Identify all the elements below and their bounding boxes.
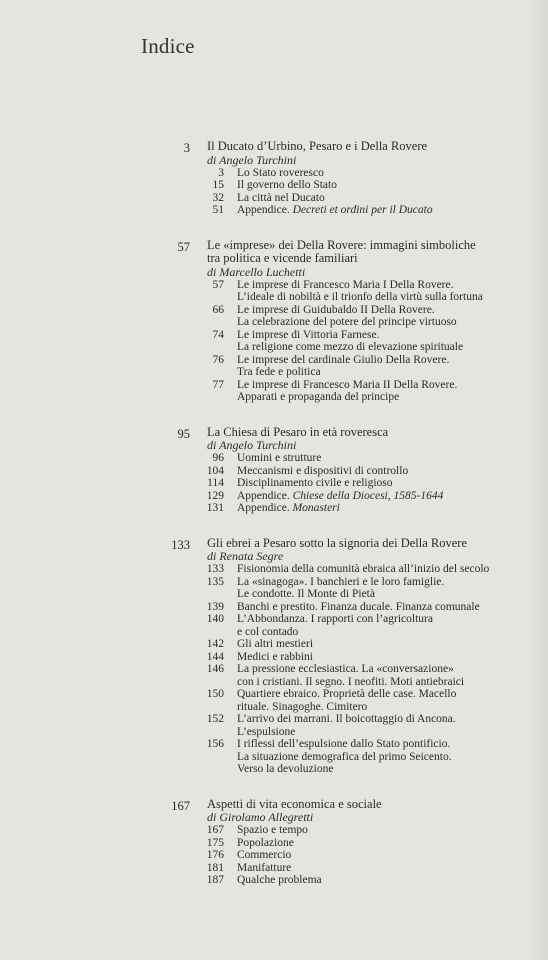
entry-title [237, 862, 537, 875]
chapter-heading [0, 798, 548, 812]
entry-page-number: 139 [206, 600, 224, 613]
entry-title-text: Appendice. [237, 502, 293, 514]
entry-title-text: Le imprese di Francesco Maria II Della Rovere. Apparati e propaganda del principe [237, 378, 458, 403]
toc-entry [0, 204, 548, 217]
entry-title [237, 490, 537, 503]
toc-entry [0, 304, 548, 329]
entry-title [237, 563, 537, 576]
entry-title-text: Le imprese del cardinale Giulio Della Rovere. Tra fede e politica [237, 353, 450, 378]
entry-title-text: Fisionomia della comunità ebraica all’inizio del secolo [237, 563, 490, 575]
chapter-author: di Marcello Luchetti [207, 264, 306, 279]
entry-title [237, 824, 537, 837]
toc-entry [0, 849, 548, 862]
toc-entry [0, 563, 548, 576]
toc-entry [0, 613, 548, 638]
entry-title [237, 465, 537, 478]
toc-entry [0, 576, 548, 601]
entry-page-number: 104 [206, 464, 224, 477]
entry-title-italic: Chiese della Diocesi, 1585-1644 [292, 489, 444, 502]
toc-entry [0, 837, 548, 850]
entry-title-text: Quartiere ebraico. Proprietà delle case. Macello rituale. Sinagoghe. Cimitero [237, 688, 457, 713]
toc-entry [0, 502, 548, 515]
entry-title [237, 663, 537, 688]
toc-entry [0, 651, 548, 664]
chapter-page-number: 95 [177, 426, 190, 441]
entry-title-text: Appendice. [237, 204, 293, 216]
entry-page-number: 152 [206, 713, 224, 725]
chapter-author: di Girolamo Allegretti [207, 810, 314, 824]
chapter-title: Gli ebrei a Pesaro sotto la signoria dei Della Rovere [207, 535, 467, 550]
entry-title-text: La città nel Ducato [237, 191, 325, 204]
entry-title [237, 204, 537, 217]
entry-title [237, 638, 537, 651]
toc-entry [0, 638, 548, 651]
entry-title [237, 452, 537, 465]
entry-page-number: 144 [206, 650, 224, 663]
toc-entry [0, 354, 548, 379]
entry-page-number: 142 [206, 638, 224, 650]
entry-title-text: Qualche problema [237, 874, 322, 886]
entry-page-number: 77 [212, 378, 224, 391]
entry-title-text: Appendice. [237, 489, 293, 502]
entry-title [237, 849, 537, 862]
entry-title-text: Meccanismi e dispositivi di controllo [237, 464, 409, 477]
entry-page-number: 76 [212, 353, 224, 366]
entry-title [237, 502, 537, 515]
entry-title [237, 279, 537, 304]
chapter-title: La Chiesa di Pesaro in età roveresca [207, 424, 389, 439]
entry-title [237, 713, 537, 738]
entry-title [237, 837, 537, 850]
toc-entry [0, 477, 548, 490]
toc-chapter [0, 426, 548, 515]
entry-page-number: 175 [206, 836, 224, 849]
entry-page-number: 129 [206, 489, 224, 502]
entry-title [237, 354, 537, 379]
entry-page-number: 131 [206, 502, 224, 514]
entry-title-text: Popolazione [237, 836, 294, 849]
chapter-heading [0, 140, 548, 154]
toc-entry [0, 490, 548, 503]
entry-title-text: L’Abbondanza. I rapporti con l’agricoltura e col contado [237, 613, 433, 638]
entry-page-number: 176 [206, 849, 224, 861]
entry-page-number: 133 [206, 563, 224, 575]
entry-page-number: 140 [206, 613, 224, 625]
entry-title [237, 688, 537, 713]
entry-title-text: L’arrivo dei marrani. Il boicottaggio di Ancona. L’espulsione [237, 713, 456, 738]
chapter-author: di Angelo Turchini [207, 438, 297, 452]
entry-title [237, 576, 537, 601]
entry-title-text: Le imprese di Guidubaldo II Della Rovere. La celebrazione del potere del principe virtuoso [237, 303, 457, 328]
entry-page-number: 66 [212, 303, 224, 316]
entry-page-number: 135 [206, 575, 224, 588]
chapter-page-number: 57 [177, 239, 190, 254]
entry-title-text: Spazio e tempo [237, 824, 308, 836]
toc-entry [0, 688, 548, 713]
toc-chapter [0, 239, 548, 404]
chapter-author: di Angelo Turchini [207, 152, 297, 167]
entry-title-text: Le imprese di Francesco Maria I Della Rovere. L’ideale di nobiltà e il trionfo della virtù sulla fortuna [237, 278, 483, 303]
entry-page-number: 146 [206, 663, 224, 675]
toc-chapter [0, 140, 548, 217]
entry-title [237, 379, 537, 404]
chapter-title: Le «imprese» dei Della Rovere: immagini simboliche tra politica e vicende familiari [207, 237, 476, 265]
entry-title [237, 651, 537, 664]
toc-chapter [0, 537, 548, 776]
entry-title-text: Lo Stato roveresco [237, 166, 324, 179]
toc-entry [0, 862, 548, 875]
entry-title-text: Gli altri mestieri [237, 638, 314, 650]
entry-title [237, 167, 537, 180]
chapter-heading [0, 239, 548, 266]
entry-title-text: La «sinagoga». I banchieri e le loro famiglie. Le condotte. Il Monte di Pietà [237, 575, 445, 600]
entry-page-number: 51 [212, 204, 224, 216]
entry-page-number: 114 [207, 477, 224, 489]
entry-page-number: 181 [206, 861, 224, 874]
entry-title [237, 613, 537, 638]
entry-title-text: Banchi e prestito. Finanza ducale. Finanza comunale [237, 600, 480, 613]
chapter-author: di Renata Segre [207, 549, 284, 563]
entry-title [237, 304, 537, 329]
entry-title-text: La pressione ecclesiastica. La «conversazione» con i cristiani. Il segno. I neofiti. Moti antiebraici [237, 663, 465, 688]
chapter-title: Aspetti di vita economica e sociale [207, 796, 382, 811]
chapter-heading [0, 537, 548, 551]
entry-title [237, 179, 537, 192]
toc-entry [0, 824, 548, 837]
entry-page-number: 3 [218, 166, 224, 179]
entry-page-number: 156 [206, 738, 224, 750]
chapter-title: Il Ducato d’Urbino, Pesaro e i Della Rovere [207, 139, 428, 153]
entry-title-text: Le imprese di Vittoria Farnese. La religione come mezzo di elevazione spirituale [237, 328, 464, 353]
entry-title-text: I riflessi dell’espulsione dallo Stato pontificio. La situazione demografica del primo Seicento. Verso la devoluzione [237, 738, 452, 775]
entry-title-text: Disciplinamento civile e religioso [237, 477, 393, 489]
entry-page-number: 150 [206, 688, 224, 700]
entry-page-number: 57 [212, 278, 224, 291]
entry-title-italic: Monasteri [292, 502, 340, 514]
toc-entry [0, 279, 548, 304]
entry-title-text: Commercio [237, 849, 292, 861]
toc-entry [0, 167, 548, 180]
chapter-page-number: 167 [171, 798, 190, 813]
entry-page-number: 15 [212, 179, 224, 191]
entry-title-text: Uomini e strutture [237, 452, 322, 464]
page-title: Indice [141, 34, 195, 58]
entry-title-text: Il governo dello Stato [237, 179, 337, 191]
toc-entry [0, 452, 548, 465]
table-of-contents [0, 140, 548, 909]
toc-entry [0, 601, 548, 614]
toc-entry [0, 663, 548, 688]
toc-entry [0, 192, 548, 205]
entry-title [237, 192, 537, 205]
entry-title [237, 601, 537, 614]
toc-entry [0, 329, 548, 354]
entry-title-text: Medici e rabbini [237, 650, 314, 663]
toc-entry [0, 713, 548, 738]
entry-title-italic: Decreti et ordini per il Ducato [292, 204, 433, 216]
chapter-heading [0, 426, 548, 440]
toc-entry [0, 379, 548, 404]
toc-entry [0, 179, 548, 192]
entry-page-number: 96 [212, 452, 224, 464]
toc-entry [0, 874, 548, 887]
chapter-page-number: 133 [171, 537, 190, 552]
entry-title-text: Manifatture [237, 861, 292, 874]
entry-page-number: 187 [206, 874, 224, 886]
toc-chapter [0, 798, 548, 887]
toc-entry [0, 465, 548, 478]
entry-title [237, 477, 537, 490]
entry-title [237, 329, 537, 354]
entry-page-number: 167 [206, 824, 224, 836]
entry-title [237, 874, 537, 887]
entry-page-number: 32 [212, 191, 224, 204]
entry-page-number: 74 [212, 328, 224, 341]
chapter-page-number: 3 [183, 141, 190, 155]
toc-entry [0, 738, 548, 776]
entry-title [237, 738, 537, 776]
